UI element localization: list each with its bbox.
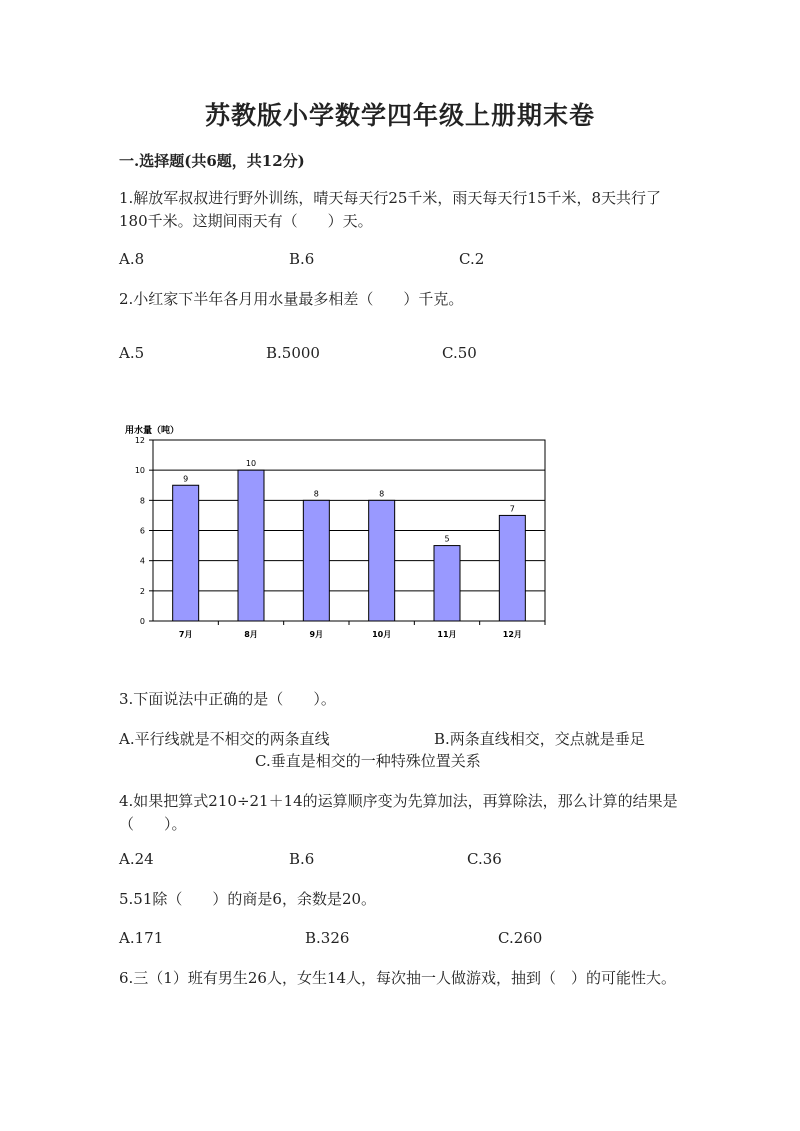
chart-y-tick-label: 10 [134,466,145,476]
question-5: 5.51除（ ）的商是6，余数是20。 [119,890,377,908]
q3-option-c: C.垂直是相交的一种特殊位置关系 [255,752,481,770]
chart-y-tick-label: 2 [139,586,145,596]
chart-y-tick-label: 8 [139,496,145,506]
chart-data-label: 7 [509,504,515,514]
q4-option-b: B.6 [289,850,315,868]
question-1: 1.解放军叔叔进行野外训练，晴天每天行25千米，雨天每天行15千米，8天共行了180千米。这期间雨天有（ ）天。 [119,189,662,230]
chart-bar [173,485,199,621]
section-heading: 一.选择题(共6题，共12分) [119,152,305,170]
chart-y-tick-label: 12 [134,436,145,445]
chart-y-tick-label: 6 [139,526,145,536]
question-2: 2.小红家下半年各月用水量最多相差（ ）千克。 [119,290,464,308]
q1-option-c: C.2 [459,250,485,268]
chart-data-label: 8 [313,489,319,499]
q2-option-c: C.50 [442,344,477,362]
chart-bar [499,515,525,621]
question-6: 6.三（1）班有男生26人，女生14人，每次抽一人做游戏，抽到（ ）的可能性大。 [119,969,677,987]
chart-bar [369,500,395,621]
q5-option-b: B.326 [305,929,350,947]
chart-data-label: 5 [444,534,450,544]
q4-option-c: C.36 [467,850,502,868]
q5-option-a: A.171 [119,929,164,947]
chart-data-label: 9 [183,474,189,484]
q3-option-a: A.平行线就是不相交的两条直线 [119,730,330,748]
chart-x-tick-label: 9月 [309,630,324,639]
chart-x-tick-label: 7月 [178,630,193,639]
chart-y-tick-label: 4 [139,556,145,566]
chart-bar [434,546,460,621]
chart-x-tick-label: 11月 [437,630,457,639]
water-usage-bar-chart [115,415,555,655]
chart-data-label: 8 [379,489,385,499]
chart-bar [303,500,329,621]
chart-bar [238,470,264,621]
question-4: 4.如果把算式210÷21＋14的运算顺序变为先算加法，再算除法，那么计算的结果是（ ）。 [119,792,678,833]
q2-option-a: A.5 [119,344,145,362]
chart-x-tick-label: 10月 [372,630,392,639]
q3-option-b: B.两条直线相交，交点就是垂足 [434,730,645,748]
q4-option-a: A.24 [119,850,154,868]
q1-option-b: B.6 [289,250,315,268]
chart-x-tick-label: 8月 [244,630,258,639]
chart-y-axis-label: 用水量（吨） [125,426,180,436]
q1-option-a: A.8 [119,250,145,268]
chart-data-label: 10 [245,459,257,469]
page-title: 苏教版小学数学四年级上册期末卷 [204,101,595,130]
question-3: 3.下面说法中正确的是（ ）。 [119,690,336,708]
q2-option-b: B.5000 [266,344,320,362]
chart-x-tick-label: 12月 [502,630,522,639]
chart-y-tick-label: 0 [139,617,145,626]
q5-option-c: C.260 [498,929,543,947]
